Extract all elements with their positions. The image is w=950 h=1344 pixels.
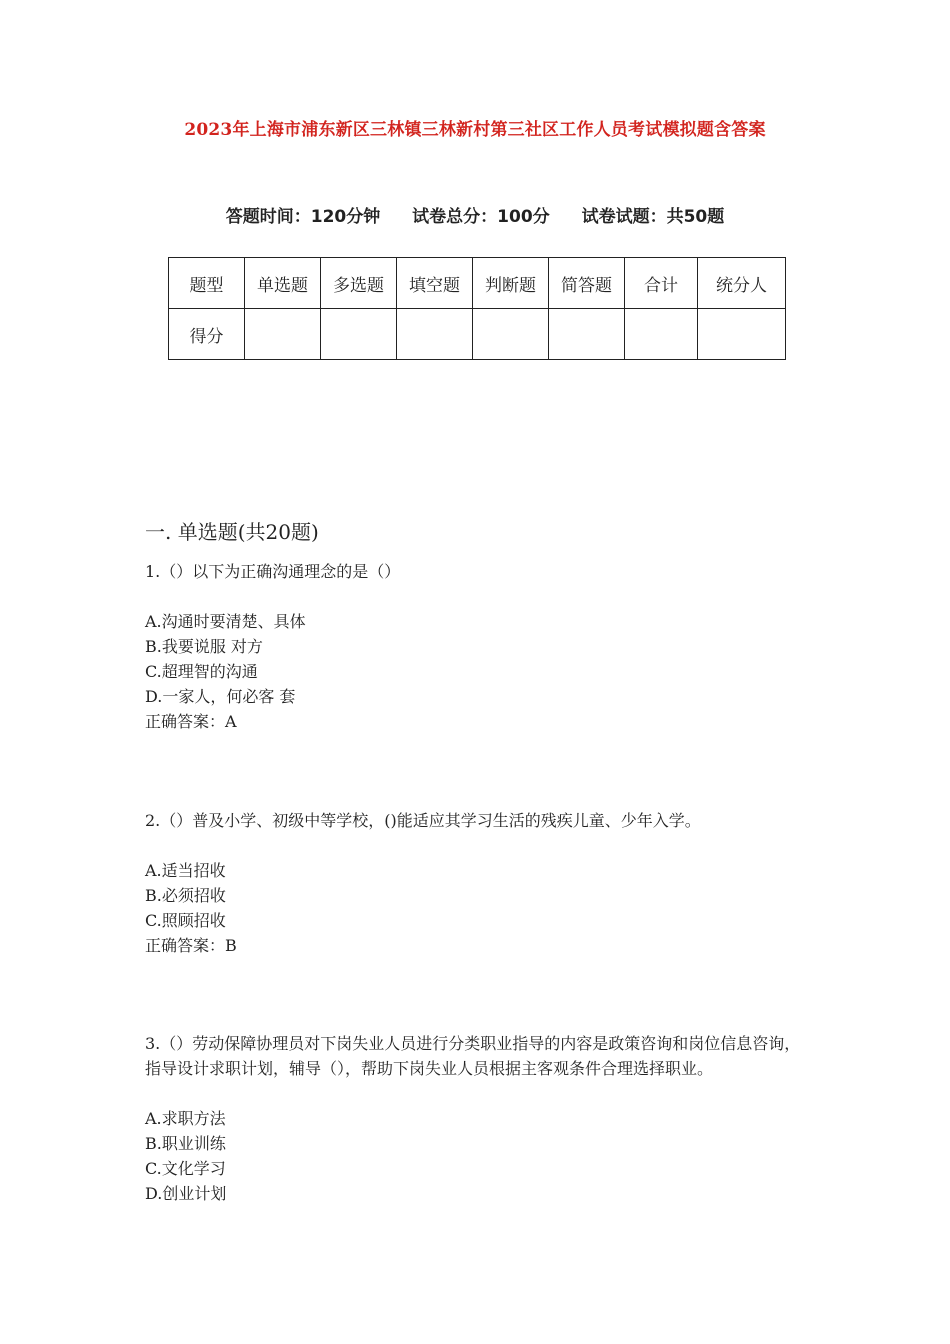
question-option: A.适当招收 (145, 861, 226, 880)
question-option: D.一家人，何必客 套 (145, 687, 296, 706)
question-option: A.求职方法 (145, 1109, 226, 1128)
score-table (168, 257, 786, 360)
score-header-cell: 简答题 (549, 258, 625, 309)
score-cell (625, 309, 698, 360)
score-header-cell: 判断题 (473, 258, 549, 309)
section-title: 一. 单选题(共20题) (145, 520, 319, 544)
score-row-label: 得分 (169, 309, 245, 360)
score-cell (397, 309, 473, 360)
score-header-cell: 多选题 (321, 258, 397, 309)
score-header-cell: 合计 (625, 258, 698, 309)
score-cell (473, 309, 549, 360)
score-cell (245, 309, 321, 360)
score-header-cell: 单选题 (245, 258, 321, 309)
question-3 (145, 1031, 810, 1206)
question-1 (145, 559, 810, 734)
question-2 (145, 808, 810, 958)
question-stem: 2.（）普及小学、初级中等学校，()能适应其学习生活的残疾儿童、少年入学。 (145, 811, 701, 830)
score-cell (321, 309, 397, 360)
question-answer: 正确答案：B (145, 936, 237, 955)
score-cell (698, 309, 786, 360)
score-header-cell: 题型 (169, 258, 245, 309)
question-option: C.超理智的沟通 (145, 662, 258, 681)
exam-question-count: 试卷试题：共50题 (581, 207, 725, 227)
document-title: 2023年上海市浦东新区三林镇三林新村第三社区工作人员考试模拟题含答案 (184, 120, 766, 140)
question-option: B.必须招收 (145, 886, 226, 905)
exam-total-score: 试卷总分：100分 (412, 207, 550, 227)
question-answer: 正确答案：A (145, 712, 237, 731)
score-table-score-row (169, 309, 786, 360)
question-stem: 1.（）以下为正确沟通理念的是（） (145, 562, 401, 581)
question-stem: 3.（）劳动保障协理员对下岗失业人员进行分类职业指导的内容是政策咨询和岗位信息咨询，指导设计求职计划，辅导（），帮助下岗失业人员根据主客观条件合理选择职业。 (145, 1034, 801, 1078)
question-option: B.我要说服 对方 (145, 637, 263, 656)
score-header-cell: 填空题 (397, 258, 473, 309)
exam-time: 答题时间：120分钟 (225, 207, 381, 227)
question-option: A.沟通时要清楚、具体 (145, 612, 306, 631)
exam-meta (0, 202, 950, 227)
score-cell (549, 309, 625, 360)
question-option: C.文化学习 (145, 1159, 226, 1178)
question-option: C.照顾招收 (145, 911, 226, 930)
question-option: B.职业训练 (145, 1134, 226, 1153)
question-option: D.创业计划 (145, 1184, 227, 1203)
score-table-header-row (169, 258, 786, 309)
score-header-cell: 统分人 (698, 258, 786, 309)
